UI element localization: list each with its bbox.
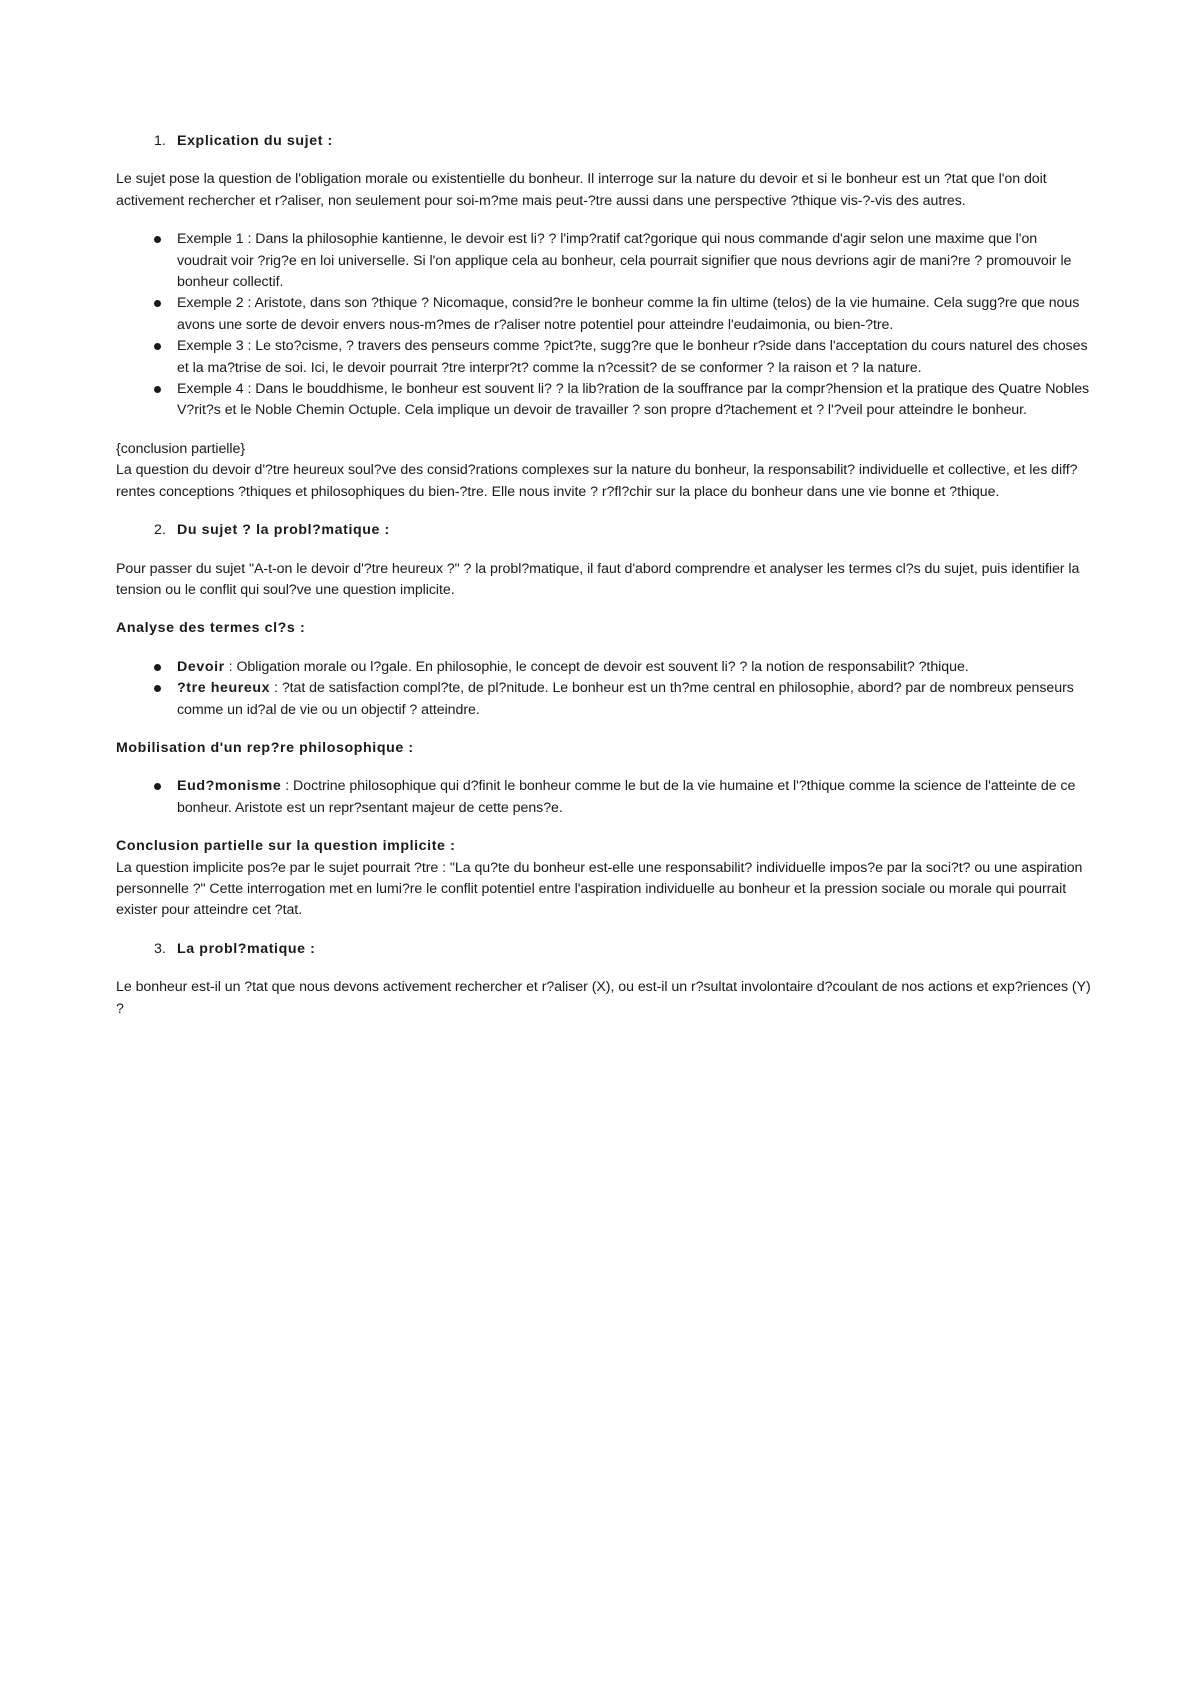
examples-list — [116, 229, 1091, 422]
bullet-icon — [154, 300, 161, 307]
list-item — [177, 776, 1091, 819]
reference-heading: Mobilisation d'un rep?re philosophique : — [116, 739, 414, 756]
list-item — [177, 229, 1091, 293]
bullet-icon — [154, 685, 161, 692]
problematique-text: Le bonheur est-il un ?tat que nous devons activement rechercher et r?aliser (X), ou est-il un r?sultat involontaire d?coulant de nos actions et exp?riences (Y) ? — [116, 979, 1091, 1017]
section-title: La probl?matique : — [177, 940, 316, 957]
list-item — [177, 336, 1091, 379]
term-definition: : Obligation morale ou l?gale. En philosophie, le concept de devoir est souvent li? ? la notion de responsabilit? ?thique. — [224, 658, 969, 675]
bullet-icon — [154, 386, 161, 393]
list-item-text: Exemple 4 : Dans le bouddhisme, le bonheur est souvent li? ? la lib?ration de la souffrance par la compr?hension et la pratique des Quatre Nobles V?rit?s et le Noble Chemin Octuple. Cela implique un devoir de travailler ? son propre d?tachement et ? l'?veil pour atteindre le bonheur. — [177, 381, 1090, 419]
term-name: ?tre heureux — [177, 680, 271, 697]
section-number: 2. — [154, 522, 166, 539]
list-item-text: Exemple 1 : Dans la philosophie kantienne, le devoir est li? ? l'imp?ratif cat?gorique qui nous commande d'agir selon une maxime que l'on voudrait voir ?rig?e en loi universelle. Si l'on applique cela au bonheur, cela pourrait signifier que nous devrions agir de mani?re ? promouvoir le bonheur collectif. — [177, 231, 1072, 291]
section-title: Explication du sujet : — [177, 133, 333, 149]
implicit-heading: Conclusion partielle sur la question implicite : — [116, 838, 456, 855]
bullet-icon — [154, 343, 161, 350]
section-intro: Pour passer du sujet "A-t-on le devoir d'?tre heureux ?" ? la probl?matique, il faut d'abord comprendre et analyser les termes cl?s du sujet, puis identifier la tension ou le conflit qui soul?ve une question implicite. — [116, 560, 1080, 598]
bullet-icon — [154, 664, 161, 671]
section-number: 1. — [154, 133, 166, 149]
section-title: Du sujet ? la probl?matique : — [177, 522, 390, 539]
references-list — [116, 776, 1091, 819]
list-item — [177, 657, 1091, 678]
list-item-text: Exemple 2 : Aristote, dans son ?thique ? Nicomaque, consid?re le bonheur comme la fin ultime (telos) de la vie humaine. Cela sugg?re que nous avons une sorte de devoir envers nous-m?mes de r?aliser notre potentiel pour atteindre l'eudaimonia, ou bien-?tre. — [177, 295, 1080, 333]
section-heading-3 — [116, 939, 1091, 960]
list-item-text: Exemple 3 : Le sto?cisme, ? travers des penseurs comme ?pict?te, sugg?re que le bonheur r?side dans l'acceptation du cours naturel des choses et la ma?trise de soi. Ici, le devoir pourrait ?tre interpr?t? comme la n?cessit? de se conformer ? la raison et ? la nature. — [177, 338, 1088, 376]
list-item — [177, 678, 1091, 721]
terms-heading: Analyse des termes cl?s : — [116, 620, 306, 637]
list-item — [177, 379, 1091, 422]
terms-list — [116, 657, 1091, 721]
term-name: Eud?monisme — [177, 778, 282, 795]
term-name: Devoir — [177, 658, 225, 675]
list-item — [177, 293, 1091, 336]
bullet-icon — [154, 236, 161, 243]
term-definition: : ?tat de satisfaction compl?te, de pl?nitude. Le bonheur est un th?me central en philosophie, abord? par de nombreux penseurs comme un id?al de vie ou un objectif ? atteindre. — [177, 680, 1074, 718]
section-intro: Le sujet pose la question de l'obligation morale ou existentielle du bonheur. Il interroge sur la nature du devoir et si le bonheur est un ?tat que l'on doit activement rechercher et r?aliser, non seulement pour soi-m?me mais peut-?tre aussi dans une perspective ?thique vis-?-vis des autres. — [116, 171, 1047, 209]
section-number: 3. — [154, 940, 166, 957]
implicit-text: La question implicite pos?e par le sujet pourrait ?tre : "La qu?te du bonheur est-elle une responsabilit? individuelle impos?e par la soci?t? ou une aspiration personnelle ?" Cette interrogation met en lumi?re le conflit potentiel entre l'aspiration individuelle au bonheur et la pression sociale ou morale qui pourrait exister pour atteindre cet ?tat. — [116, 859, 1083, 919]
term-definition: : Doctrine philosophique qui d?finit le bonheur comme le but de la vie humaine et l'?thique comme la science de l'atteinte de ce bonheur. Aristote est un repr?sentant majeur de cette pens?e. — [177, 778, 1076, 816]
conclusion-text: La question du devoir d'?tre heureux soul?ve des consid?rations complexes sur la nature du bonheur, la responsabilit? individuelle et collective, et les diff?rentes conceptions ?thiques et philosophiques du bien-?tre. Elle nous invite ? r?fl?chir sur la place du bonheur dans une vie bonne et ?thique. — [116, 462, 1078, 500]
conclusion-label: {conclusion partielle} — [116, 440, 246, 457]
section-heading-1 — [116, 131, 1091, 152]
bullet-icon — [154, 783, 161, 790]
section-heading-2 — [116, 520, 1091, 541]
document-page — [116, 131, 1091, 1037]
